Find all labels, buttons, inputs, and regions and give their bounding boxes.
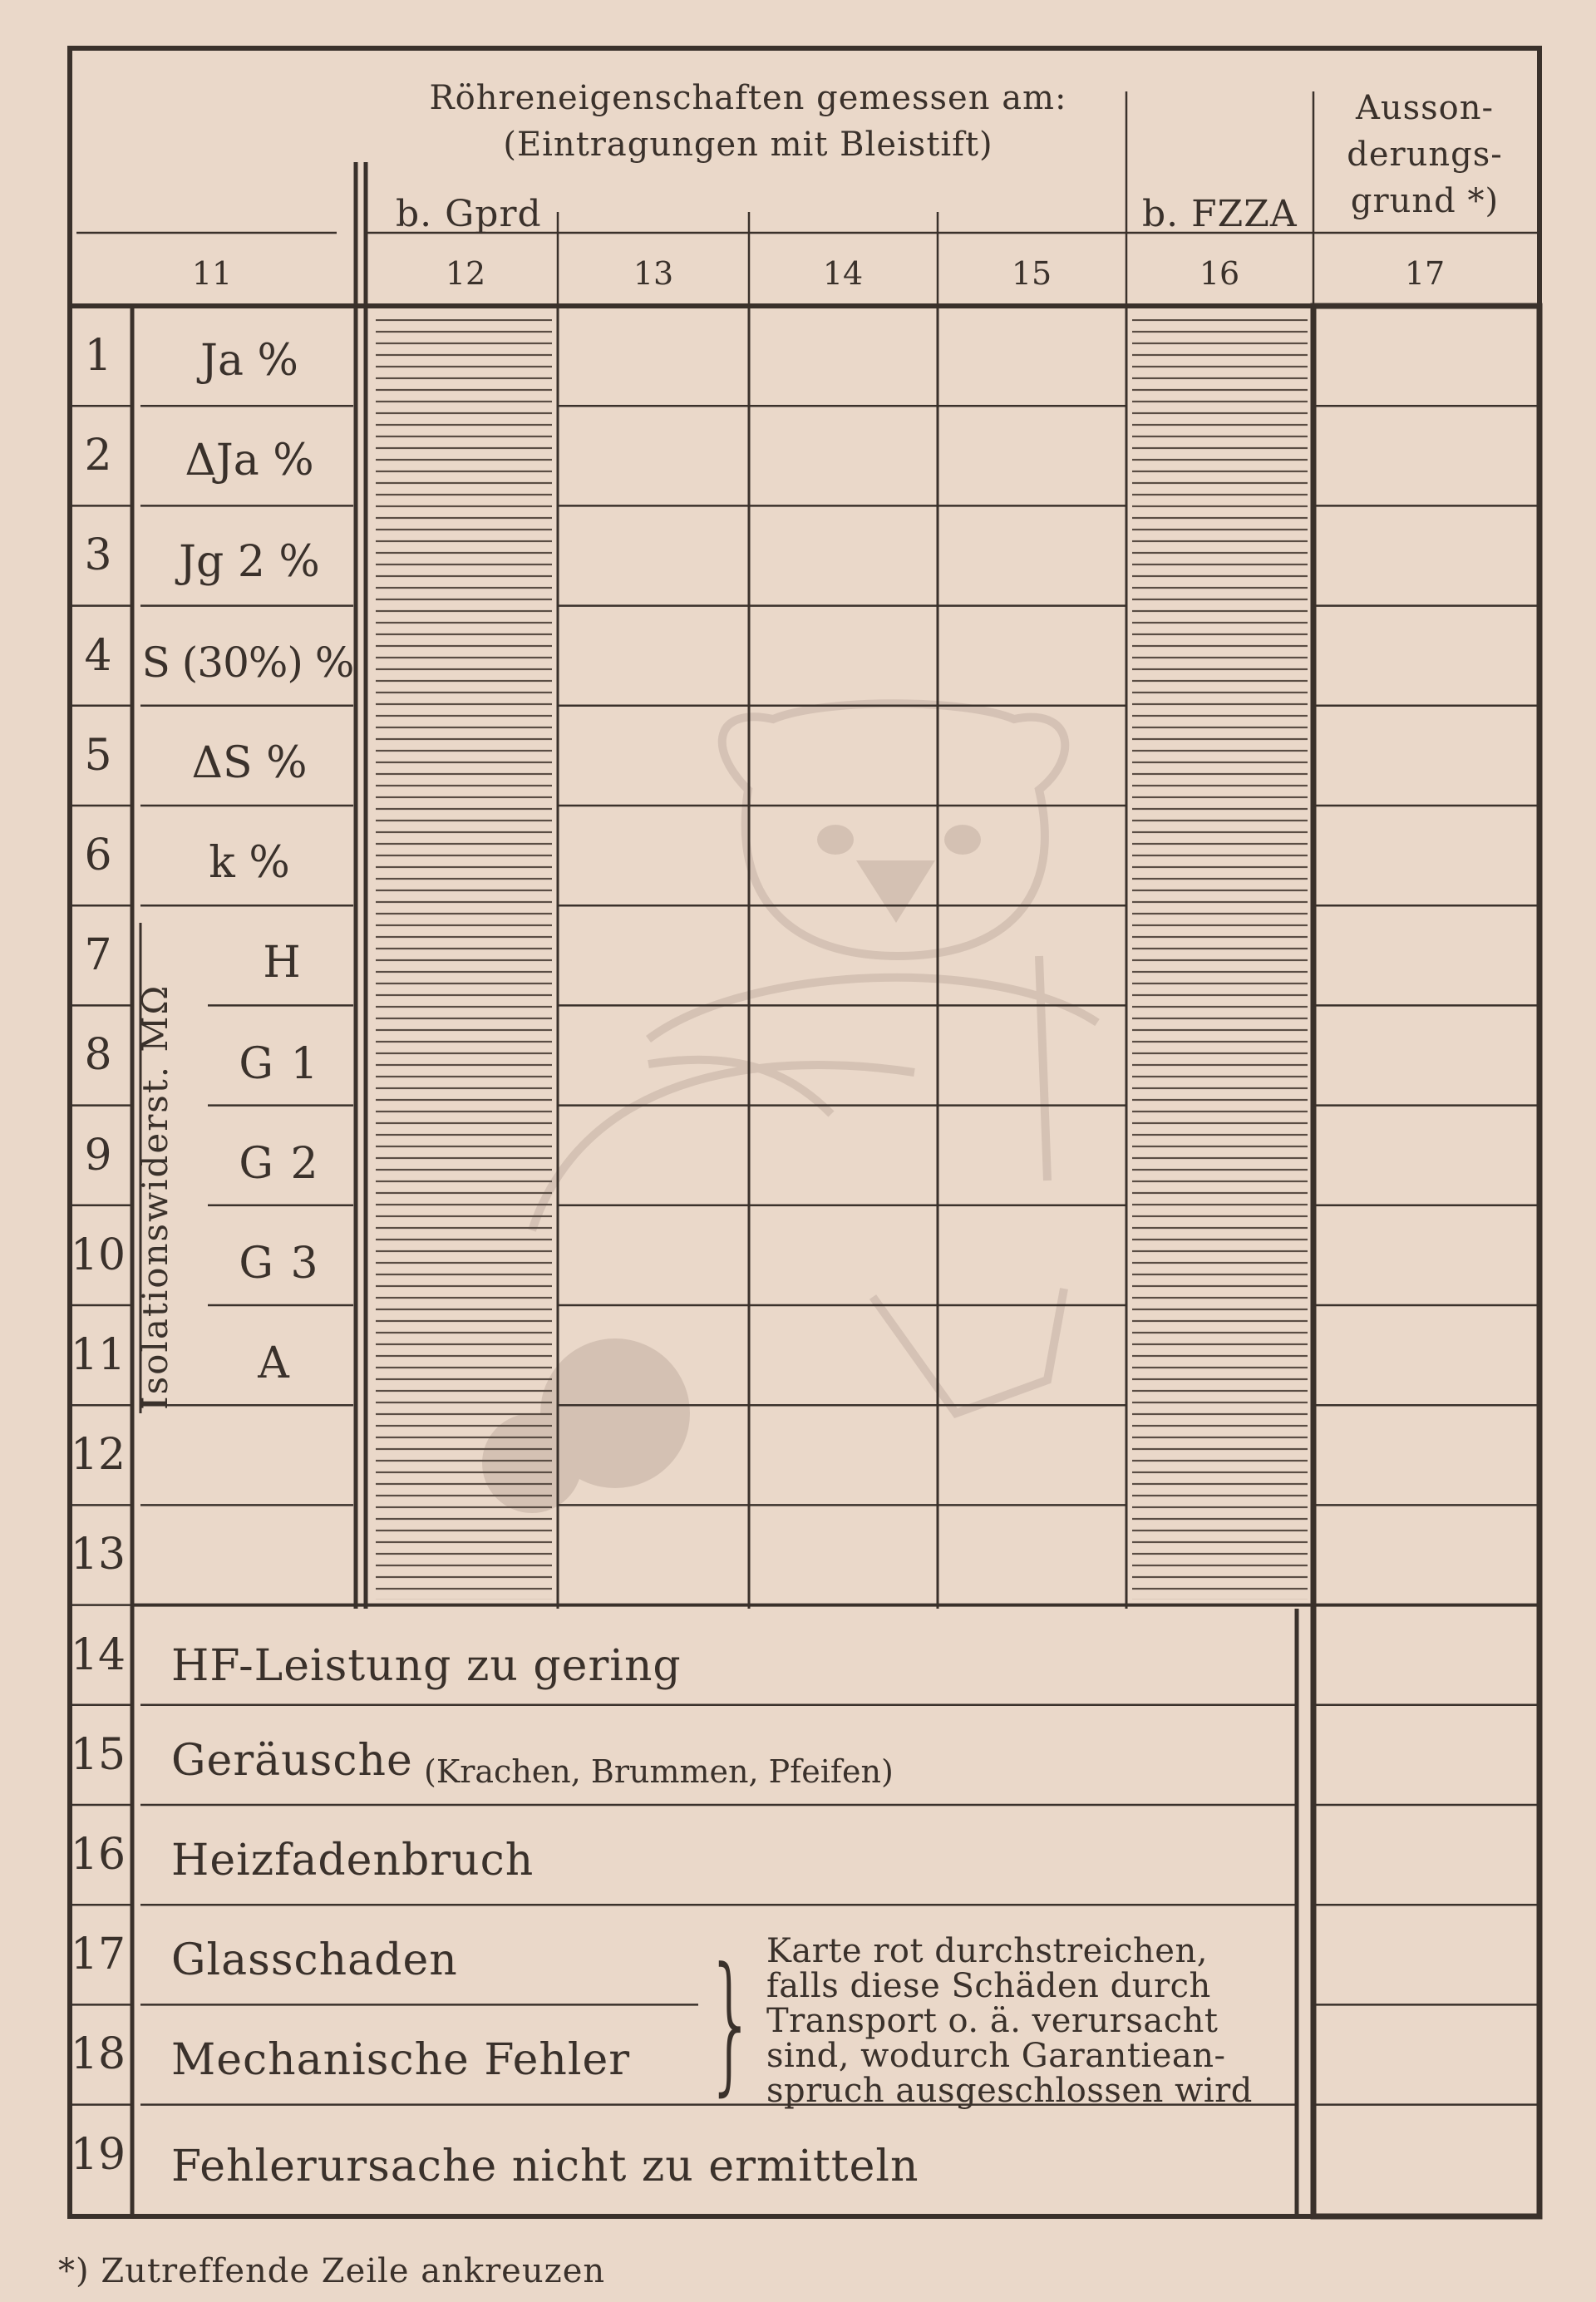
column-number: 11: [191, 255, 233, 292]
column-number: 17: [1404, 255, 1446, 292]
row-number: 11: [70, 1330, 126, 1380]
row-number: 17: [70, 1930, 126, 1980]
param-s30: S (30%) %: [141, 638, 354, 687]
note-line: Karte rot durchstreichen,: [766, 1932, 1208, 1970]
param-g3: G 3: [239, 1239, 320, 1289]
header-subtitle: (Eintragungen mit Bleistift): [503, 126, 993, 164]
row-number: 1: [84, 331, 112, 381]
note-line: spruch ausgeschlossen wird: [766, 2072, 1253, 2110]
defect-noise: Geräusche: [171, 1736, 413, 1786]
param-h: H: [263, 938, 303, 988]
header-right-sub: b. FZZA: [1142, 193, 1298, 235]
row-number: 19: [70, 2129, 126, 2180]
brace-icon: }: [705, 1936, 757, 2110]
param-ja: Ja %: [200, 336, 298, 386]
param-g2: G 2: [239, 1139, 320, 1189]
note-line: falls diese Schäden durch: [766, 1967, 1211, 2005]
row-number: 6: [84, 831, 112, 880]
row-number: 5: [84, 730, 112, 781]
row-number: 16: [70, 1830, 126, 1880]
param-delta-ja: ΔJa %: [185, 436, 314, 486]
reason-header-2: derungs-: [1347, 136, 1503, 174]
defect-unknown: Fehlerursache nicht zu ermitteln: [171, 2142, 919, 2191]
row-number: 10: [70, 1230, 126, 1280]
column-number: 12: [445, 255, 486, 292]
isolation-label: Isolationswiderst. MΩ: [135, 983, 175, 1410]
row-number: 7: [84, 930, 112, 981]
row-number: 8: [84, 1030, 112, 1081]
header-title: Röhreneigenschaften gemessen am:: [429, 79, 1067, 117]
defect-heater: Heizfadenbruch: [171, 1836, 534, 1885]
param-g1: G 1: [239, 1039, 320, 1089]
defect-noise-detail: (Krachen, Brummen, Pfeifen): [424, 1753, 894, 1790]
row-number: 14: [70, 1629, 126, 1680]
note-line: sind, wodurch Garantiean-: [766, 2037, 1226, 2075]
column-number: 15: [1011, 255, 1052, 292]
param-delta-s: ΔS %: [191, 738, 308, 788]
header-left-sub: b. Gprd: [396, 193, 542, 235]
column-number: 13: [633, 255, 674, 292]
param-k: k %: [209, 838, 290, 888]
param-a: A: [258, 1338, 291, 1388]
note-line: Transport o. ä. verursacht: [766, 2002, 1219, 2040]
defect-mechanical: Mechanische Fehler: [171, 2035, 631, 2085]
row-number: 4: [84, 630, 112, 681]
reason-header-1: Ausson-: [1355, 89, 1495, 127]
row-number: 15: [70, 1729, 126, 1780]
column-number: 16: [1199, 255, 1240, 292]
row-number: 2: [84, 431, 112, 481]
param-jg2: Jg 2 %: [179, 537, 320, 587]
hatched-column-12: [376, 319, 552, 1600]
reason-header-3: grund *): [1350, 182, 1500, 220]
row-number: 9: [84, 1130, 112, 1181]
row-number: 12: [70, 1430, 126, 1481]
defect-glass: Glasschaden: [171, 1935, 458, 1985]
defect-hf: HF-Leistung zu gering: [171, 1641, 682, 1691]
hatched-column-16: [1132, 319, 1308, 1600]
footnote: *) Zutreffende Zeile ankreuzen: [58, 2252, 606, 2290]
watermark-bear-icon: [532, 703, 1097, 1413]
row-number: 18: [70, 2029, 126, 2080]
row-number: 3: [84, 530, 112, 581]
row-number: 13: [70, 1530, 126, 1580]
column-number: 14: [822, 255, 864, 292]
